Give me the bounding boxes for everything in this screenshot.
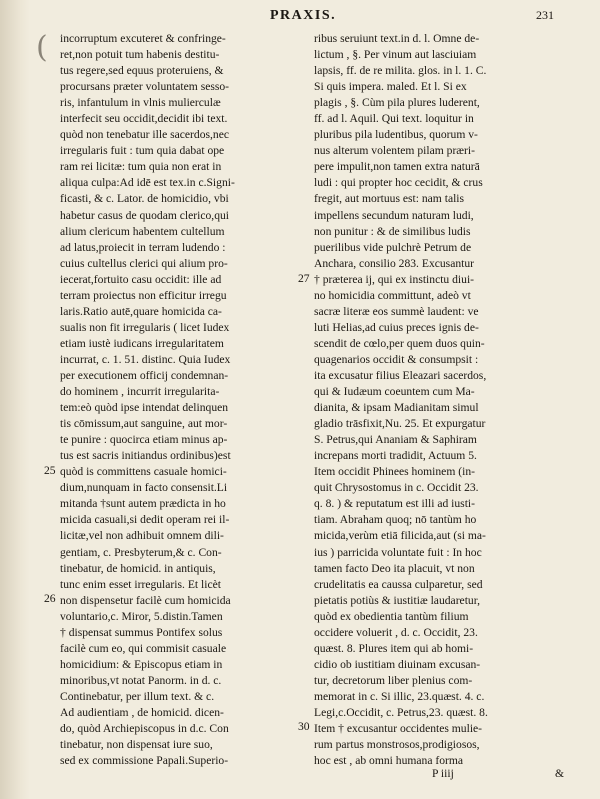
text-line: alium clericum habentem cultellum: [60, 224, 225, 238]
text-line: rum partus monstrosos,prodigiosos,: [314, 738, 480, 752]
text-line: Item † excusantur occidentes mulie-: [314, 722, 483, 736]
text-line: tur, decretorum liber plenius com-: [314, 673, 473, 687]
text-line: facilè cum eo, qui commisit casuale: [60, 641, 227, 655]
text-line: do, quòd Archiepiscopus in d.c. Con: [60, 722, 229, 736]
text-line: aliqua culpa:Ad idē est tex.in c.Signi-: [60, 176, 235, 190]
text-line: q. 8. ) & reputatum est illi ad iusti-: [314, 497, 475, 511]
text-line: Anchara, consilio 283. Excusantur: [314, 256, 475, 270]
text-line: luti Helias,ad cuius preces ignis de-: [314, 320, 479, 334]
text-line: irregularis fuit : tum quia dabat ope: [60, 144, 225, 158]
text-line: quòd non tenebatur ille sacerdos,nec: [60, 128, 230, 142]
text-line: pietatis potiùs & iustitiæ laudaretur,: [314, 593, 481, 607]
text-line: lapsis, ff. de re milita. glos. in l. 1. C.: [314, 64, 487, 78]
margin-number-27: 27: [298, 272, 310, 285]
text-line: quagenarios occidit & consumpsit :: [314, 352, 479, 366]
catchword: &: [555, 767, 565, 780]
text-line: tiam. Abraham quoq; nō tantùm ho: [314, 513, 477, 527]
text-line: ram rei licitæ: tum quia non erat in: [60, 160, 222, 174]
text-line: tamen facto Deo ita placuit, vt non: [314, 561, 475, 575]
text-line: quæst. 8. Plures item qui ab homi-: [314, 641, 474, 655]
text-line: sed ex commissione Papali.Superio-: [60, 754, 229, 768]
text-line: habetur casus de quodam clerico,qui: [60, 208, 230, 222]
text-line: Si quis impera. maled. Et l. Si ex: [314, 80, 467, 94]
text-line: impellens secundum naturam ludi,: [314, 208, 474, 222]
text-line: tus est sacris initiandus ordinibus)est: [60, 449, 231, 463]
text-line: homicidium: & Episcopus etiam in: [60, 657, 223, 671]
text-line: hoc est , ab omni humana forma: [314, 754, 464, 768]
page-gutter-shadow: [0, 0, 30, 799]
text-line: ff. ad l. Aquil. Qui text. loquitur in: [314, 112, 474, 126]
text-line: dianita, & ipsam Madianitam simul: [314, 401, 479, 415]
text-line: Continebatur, per illum text. & c.: [60, 689, 215, 703]
text-line: iecerat,fortuito casu occidit: ille ad: [60, 272, 222, 286]
text-line: tinebatur, non dispensat iure suo,: [60, 738, 213, 752]
text-line: etiam iustè iudicans irregularitatem: [60, 336, 224, 350]
text-line: non punitur : & de similibus ludis: [314, 224, 471, 238]
text-line: pere impulit,non tamen extra naturā: [314, 160, 480, 174]
margin-number-30: 30: [298, 720, 310, 733]
text-line: ret,non potuit tum habenis destitu-: [60, 48, 220, 62]
page-number: 231: [536, 8, 554, 22]
text-line: quòd ex obedientia tantùm filium: [314, 609, 469, 623]
text-line: licitæ,vel non adhibuit omnem dili-: [60, 529, 224, 543]
text-line: occidere voluerit , d. c. Occidit, 23.: [314, 625, 478, 639]
text-line: laris.Ratio autē,quare homicida ca-: [60, 304, 222, 318]
signature-mark: P iiij: [432, 767, 454, 780]
text-line: dium,nunquam in facto consensit.Li: [60, 481, 228, 495]
text-line: memorat in c. Si illic, 23.quæst. 4. c.: [314, 689, 485, 703]
text-line: puerilibus vide pulchrè Petrum de: [314, 240, 472, 254]
text-line: fregit, aut mortuus est: nam talis: [314, 192, 465, 206]
text-line: micida,verùm etiā filicida,aut (si ma-: [314, 529, 486, 543]
text-line: ficasti, & c. Lator. de homicidio, vbi: [60, 192, 229, 206]
text-line: crudelitatis ea caussa culparetur, sed: [314, 577, 483, 591]
margin-number-26: 26: [44, 592, 56, 605]
text-line: non dispensetur facilè cum homicida: [60, 593, 231, 607]
text-line: do hominem , incurrit irregularita-: [60, 385, 220, 399]
text-line: quòd is committens casuale homici-: [60, 465, 227, 479]
text-line: Ad audientiam , de homicid. dicen-: [60, 705, 224, 719]
text-line: lictum , §. Per vinum aut lasciuiam: [314, 48, 477, 62]
text-line: tunc enim esset irregularis. Et licèt: [60, 577, 221, 591]
text-line: per executionem officij condemnan-: [60, 368, 229, 382]
text-line: plagis , §. Cùm pila plures luderent,: [314, 96, 480, 110]
margin-bracket-mark: (: [36, 30, 48, 65]
text-line: quit Chrysostomus in c. Occidit 23.: [314, 481, 479, 495]
text-line: ita excusatur filius Eleazari sacerdos,: [314, 368, 487, 382]
text-line: scendit de cœlo,per quem duos quin-: [314, 336, 485, 350]
text-line: gladio trāsfixit,Nu. 25. Et expurgatur: [314, 417, 486, 431]
text-line: Item occidit Phinees hominem (in-: [314, 465, 475, 479]
text-line: qui & Iudæum coeuntem cum Ma-: [314, 385, 475, 399]
text-line: voluntario,c. Miror, 5.distin.Tamen: [60, 609, 223, 623]
text-line: interfecit seu occidit,decidit ibi text.: [60, 112, 228, 126]
margin-number-25: 25: [44, 464, 56, 477]
text-line: tis cōmissum,aut sanguine, aut mor-: [60, 417, 228, 431]
text-line: pluribus pila ludentibus, quorum v-: [314, 128, 478, 142]
text-line: minoribus,vt notat Panorm. in d. c.: [60, 673, 222, 687]
text-line: † præterea ij, qui ex instinctu diui-: [314, 272, 475, 286]
text-line: tus regere,sed equus proteruiens, &: [60, 64, 224, 78]
text-line: increpans morti tradidit, Actuum 5.: [314, 449, 477, 463]
text-line: te punire : quocirca etiam minus ap-: [60, 433, 228, 447]
text-line: cuius cultellus clerici qui alium pro-: [60, 256, 228, 270]
text-line: micida casuali,si dedit operam rei il-: [60, 513, 230, 527]
text-line: ludi : qui propter hoc cecidit, & crus: [314, 176, 483, 190]
right-text-column: [314, 31, 576, 769]
text-line: Legi,c.Occidit, c. Petrus,23. quæst. 8.: [314, 705, 488, 719]
running-title: PRAXIS.: [270, 8, 337, 23]
text-line: ribus seruiunt text.in d. l. Omne de-: [314, 32, 480, 45]
text-line: tem:eò quòd ipse intendat delinquen: [60, 401, 229, 415]
left-text-column: [60, 31, 300, 769]
text-line: cidio ob iustitiam diuinam excusan-: [314, 657, 481, 671]
text-line: ad latus,proiecit in terram ludendo :: [60, 240, 226, 254]
text-line: sualis non fit irregularis ( licet Iudex: [60, 320, 230, 334]
text-line: incorruptum excuteret & confringe-: [60, 32, 226, 45]
text-line: procursans præter voluntatem sesso-: [60, 80, 230, 94]
text-line: gentiam, c. Presbyterum,& c. Con-: [60, 545, 222, 559]
text-line: sacræ literæ eos summè laudent: ve: [314, 304, 479, 318]
text-line: nus alterum volentem pilam præri-: [314, 144, 475, 158]
text-line: tinebatur, de homicid. in antiquis,: [60, 561, 216, 575]
text-line: incurrat, c. 1. 51. distinc. Quia Iudex: [60, 352, 231, 366]
text-line: S. Petrus,qui Ananiam & Saphiram: [314, 433, 477, 447]
text-line: † dispensat summus Pontifex solus: [60, 625, 223, 639]
text-line: ris, infantulum in vlnis mulierculæ: [60, 96, 221, 110]
text-line: terram proiectus non efficitur irregu: [60, 288, 227, 302]
text-line: mitanda †sunt autem prædicta in ho: [60, 497, 226, 511]
text-line: no homicidia committunt, adeò vt: [314, 288, 471, 302]
text-line: ius ) parricida voluntate fuit : In hoc: [314, 545, 482, 559]
